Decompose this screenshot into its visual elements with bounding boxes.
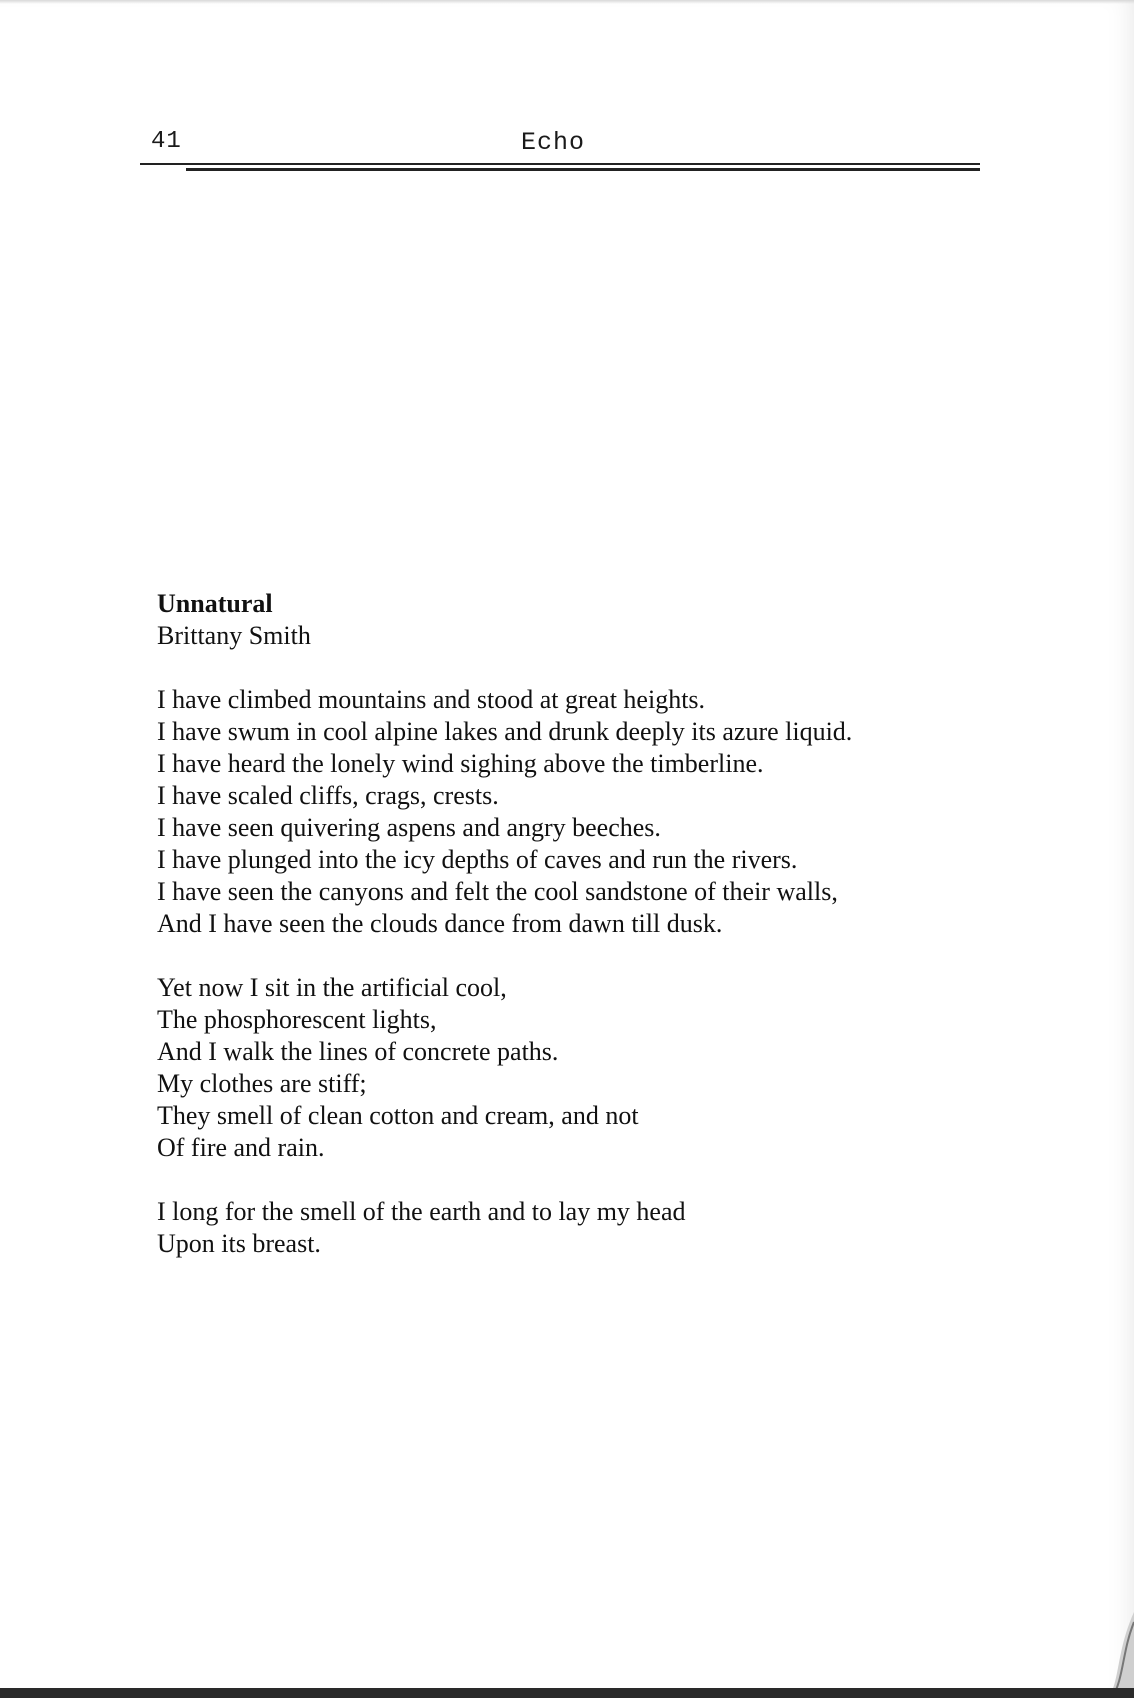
poem-line: And I have seen the clouds dance from dawn till dusk. [157, 909, 723, 938]
scan-bottom-edge [0, 1688, 1134, 1698]
poem-line: I have seen the canyons and felt the cool sandstone of their walls, [157, 877, 838, 906]
running-head: Echo [521, 128, 586, 157]
poem-line: Yet now I sit in the artificial cool, [157, 973, 507, 1002]
poem-line: I long for the smell of the earth and to lay my head [157, 1197, 686, 1226]
page-number: 41 [151, 128, 182, 155]
poem-line: My clothes are stiff; [157, 1069, 367, 1098]
stanza-3 [157, 1196, 977, 1260]
poem-line: They smell of clean cotton and cream, and not [157, 1101, 639, 1130]
poem-line: I have swum in cool alpine lakes and drunk deeply its azure liquid. [157, 717, 853, 746]
poem-line: I have scaled cliffs, crags, crests. [157, 781, 499, 810]
poem [157, 588, 977, 1260]
poem-title: Unnatural [157, 589, 273, 618]
header-rule-thick [186, 168, 980, 171]
page-header [141, 124, 981, 164]
poem-line: I have plunged into the icy depths of caves and run the rivers. [157, 845, 798, 874]
poem-line: I have climbed mountains and stood at great heights. [157, 685, 706, 714]
stanza-2 [157, 972, 977, 1164]
scan-top-edge [0, 0, 1134, 4]
poem-line: I have seen quivering aspens and angry beeches. [157, 813, 661, 842]
stanza-1 [157, 684, 977, 940]
page-corner-curl [1098, 1612, 1134, 1698]
poem-line: I have heard the lonely wind sighing above the timberline. [157, 749, 764, 778]
poem-line: The phosphorescent lights, [157, 1005, 437, 1034]
poem-line: And I walk the lines of concrete paths. [157, 1037, 559, 1066]
poem-line: Upon its breast. [157, 1229, 321, 1258]
header-rule-thin [140, 163, 980, 165]
poem-line: Of fire and rain. [157, 1133, 325, 1162]
poem-author: Brittany Smith [157, 621, 311, 650]
